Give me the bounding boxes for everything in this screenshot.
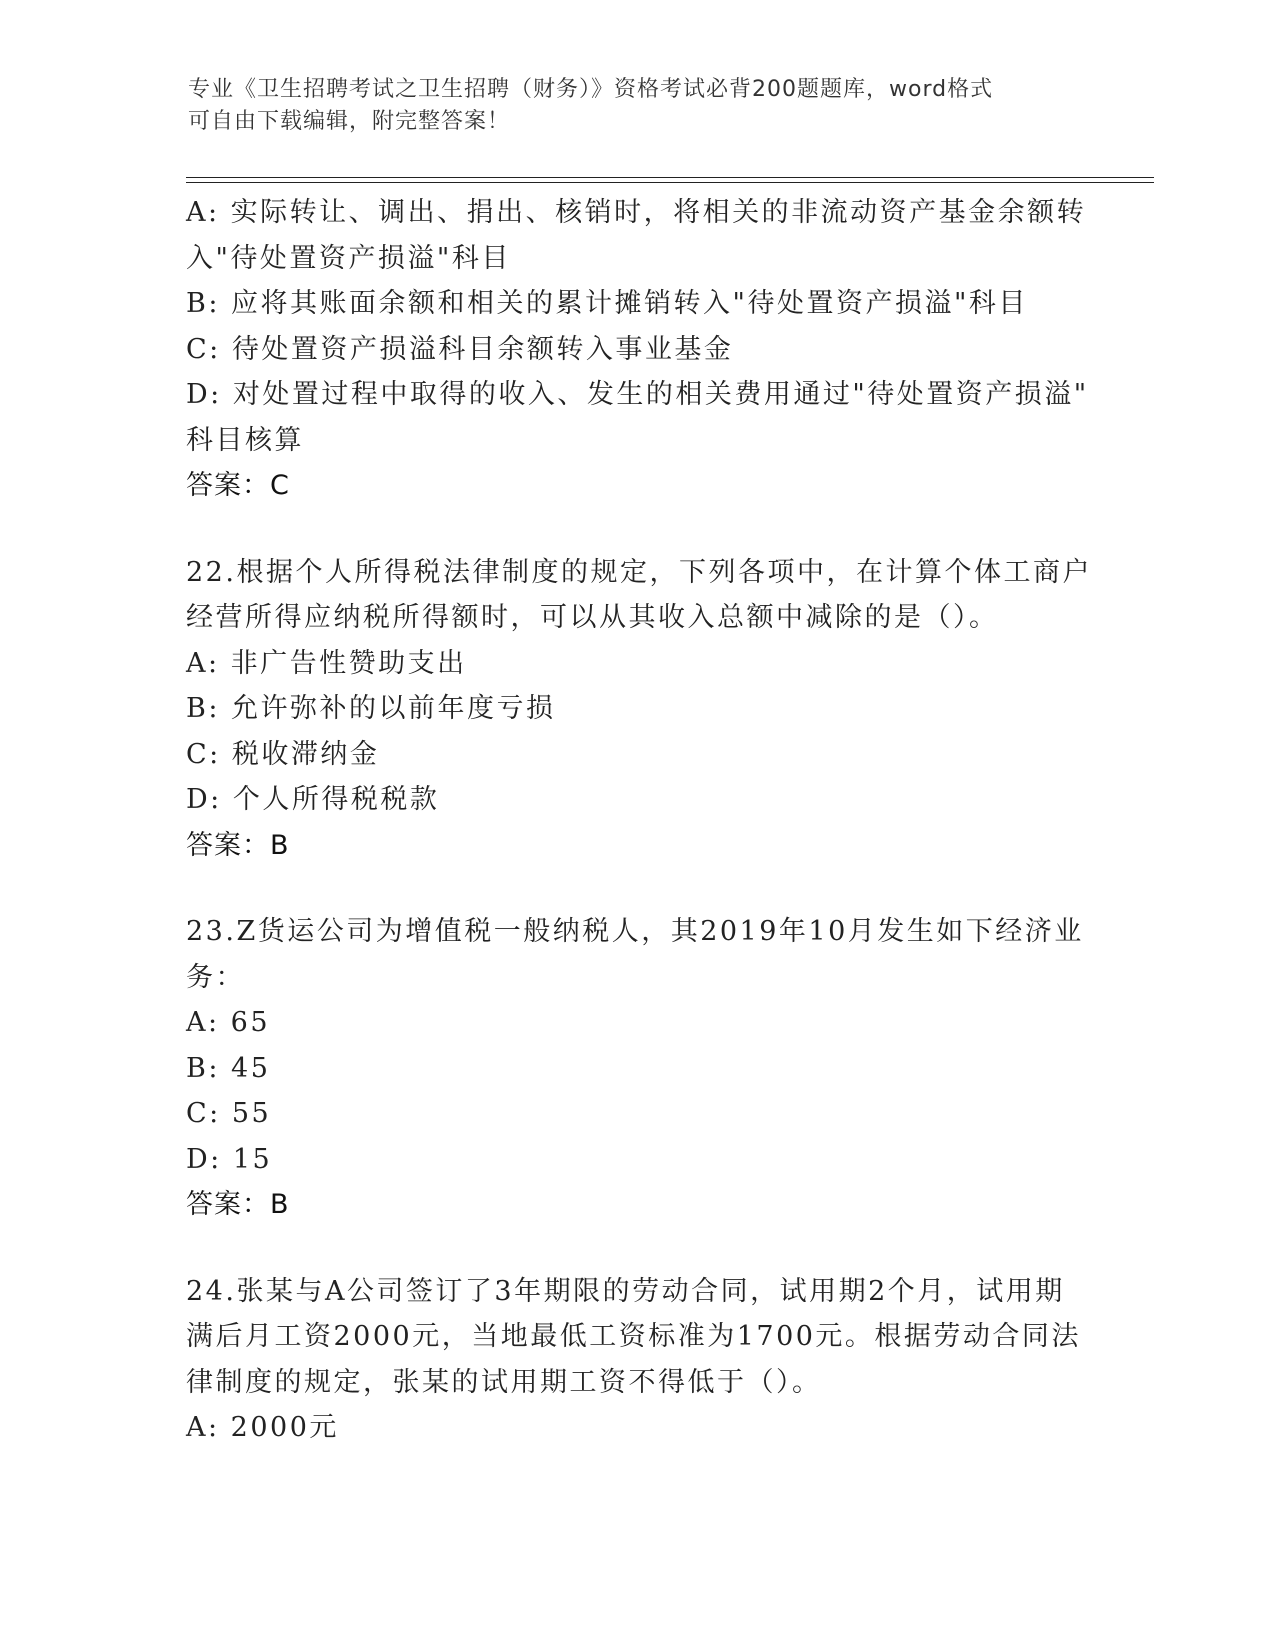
document-header (188, 74, 1068, 138)
option-c: C: 税收滞纳金 (186, 738, 380, 770)
option-d: D: 个人所得税税款 (186, 784, 440, 815)
question-stem-line-1: 23.Z货运公司为增值税一般纳税人，其2019年10月发生如下经济业 (186, 916, 1084, 947)
spacer (186, 868, 1086, 909)
header-divider-bottom (186, 182, 1154, 183)
option-c: C: 55 (186, 1098, 272, 1129)
question-list (186, 190, 1092, 1451)
spacer (186, 509, 1086, 550)
option-d-line-1: D: 对处置过程中取得的收入、发生的相关费用通过"待处置资产损溢" (186, 379, 1089, 410)
option-d: D: 15 (186, 1143, 273, 1175)
question-stem-line-2: 经营所得应纳税所得额时，可以从其收入总额中减除的是（）。 (186, 602, 999, 633)
answer-label: 答案：B (186, 829, 290, 861)
answer-label: 答案：C (186, 470, 290, 501)
option-b: B: 应将其账面余额和相关的累计摊销转入"待处置资产损溢"科目 (186, 288, 1028, 319)
answer-label: 答案：B (186, 1189, 290, 1220)
question-23-block (186, 909, 1086, 1228)
option-b: B: 允许弥补的以前年度亏损 (186, 693, 556, 724)
spacer (186, 1228, 1086, 1269)
option-a: A: 2000元 (186, 1412, 339, 1443)
question-stem-line-3: 律制度的规定，张某的试用期工资不得低于（）。 (186, 1366, 822, 1398)
question-stem-line-2: 满后月工资2000元，当地最低工资标准为1700元。根据劳动合同法 (186, 1321, 1081, 1352)
option-a: A: 65 (186, 1007, 271, 1038)
question-21-block (186, 190, 1089, 509)
option-c: C: 待处置资产损溢科目余额转入事业基金 (186, 333, 734, 365)
option-d-line-2: 科目核算 (186, 424, 304, 456)
question-22-block (186, 550, 1092, 869)
question-stem-line-2: 务： (186, 961, 245, 993)
option-b: B: 45 (186, 1052, 271, 1084)
option-a-line-1: A: 实际转让、调出、捐出、核销时，将相关的非流动资产基金余额转 (186, 197, 1087, 228)
header-title-line-1: 专业《卫生招聘考试之卫生招聘（财务）》资格考试必背200题题库，word格式 (188, 77, 994, 102)
header-divider-top (186, 177, 1154, 178)
question-24-block (186, 1269, 1086, 1451)
option-a: A: 非广告性赞助支出 (186, 647, 467, 679)
option-a-line-2: 入"待处置资产损溢"科目 (186, 242, 511, 274)
question-stem-line-1: 24.张某与A公司签订了3年期限的劳动合同，试用期2个月，试用期 (186, 1275, 1065, 1307)
question-stem-line-1: 22.根据个人所得税法律制度的规定，下列各项中，在计算个体工商户 (186, 556, 1092, 588)
header-title-line-2: 可自由下载编辑，附完整答案！ (188, 109, 511, 134)
